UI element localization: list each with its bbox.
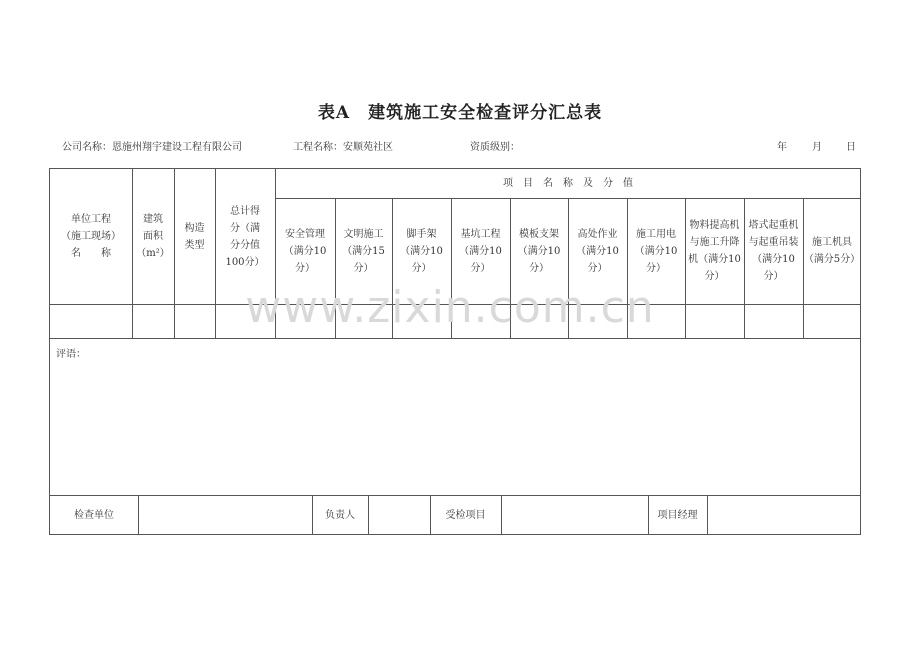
date-month: 月 <box>812 142 822 153</box>
grid-line <box>50 338 861 339</box>
footer-inspected-item: 受检项目 <box>445 509 486 521</box>
item-work-at-height: 高处作业 （满分10 分） <box>576 228 619 274</box>
date-year: 年 <box>777 142 787 153</box>
header-area: 建筑 面积 （m²） <box>136 214 170 259</box>
item-construction-power: 施工用电 （满分10 分） <box>634 228 678 274</box>
header-structure: 构造 类型 <box>184 222 205 251</box>
score-summary-table <box>49 168 861 535</box>
comment-label: 评语： <box>56 349 86 360</box>
item-construction-tools: 施工机具 （满分5分） <box>803 237 861 265</box>
project-name: 工程名称：安顺苑社区 <box>293 142 393 153</box>
document-title: 表A 建筑施工安全检查评分汇总表 <box>317 103 603 123</box>
grid-line <box>50 304 861 305</box>
watermark: www.zixin.com.cn <box>245 282 655 333</box>
item-civilized-construction: 文明施工 （满分15 分） <box>342 228 385 274</box>
company-name: 公司名称：恩施州翔宇建设工程有限公司 <box>62 142 242 153</box>
item-formwork-support: 模板支架 （满分10 分） <box>517 228 561 274</box>
item-material-hoist: 物料提高机 与施工升降 机（满分10 分） <box>688 220 741 282</box>
item-scaffolding: 脚手架 （满分10 分） <box>400 228 443 274</box>
grid-line <box>501 495 502 535</box>
header-items-title: 项 目 名 称 及 分 值 <box>503 178 633 189</box>
item-tower-crane: 塔式起重机 与起重吊装 （满分10 分） <box>748 220 799 282</box>
item-safety-management: 安全管理 （满分10 分） <box>283 228 327 274</box>
date-day: 日 <box>846 142 856 153</box>
footer-project-manager: 项目经理 <box>657 509 698 521</box>
grid-line <box>138 495 139 535</box>
header-unit: 单位工程 （施工现场） 名 称 <box>61 214 121 259</box>
header-total: 总计得 分（满 分分值 100分） <box>225 205 265 268</box>
grid-line <box>368 495 369 535</box>
qualification-level: 资质级别： <box>470 142 520 153</box>
footer-inspect-unit: 检查单位 <box>74 509 114 521</box>
item-foundation-pit: 基坑工程 （满分10 分） <box>459 228 502 274</box>
grid-line <box>707 495 708 535</box>
footer-responsible: 负责人 <box>325 509 355 521</box>
